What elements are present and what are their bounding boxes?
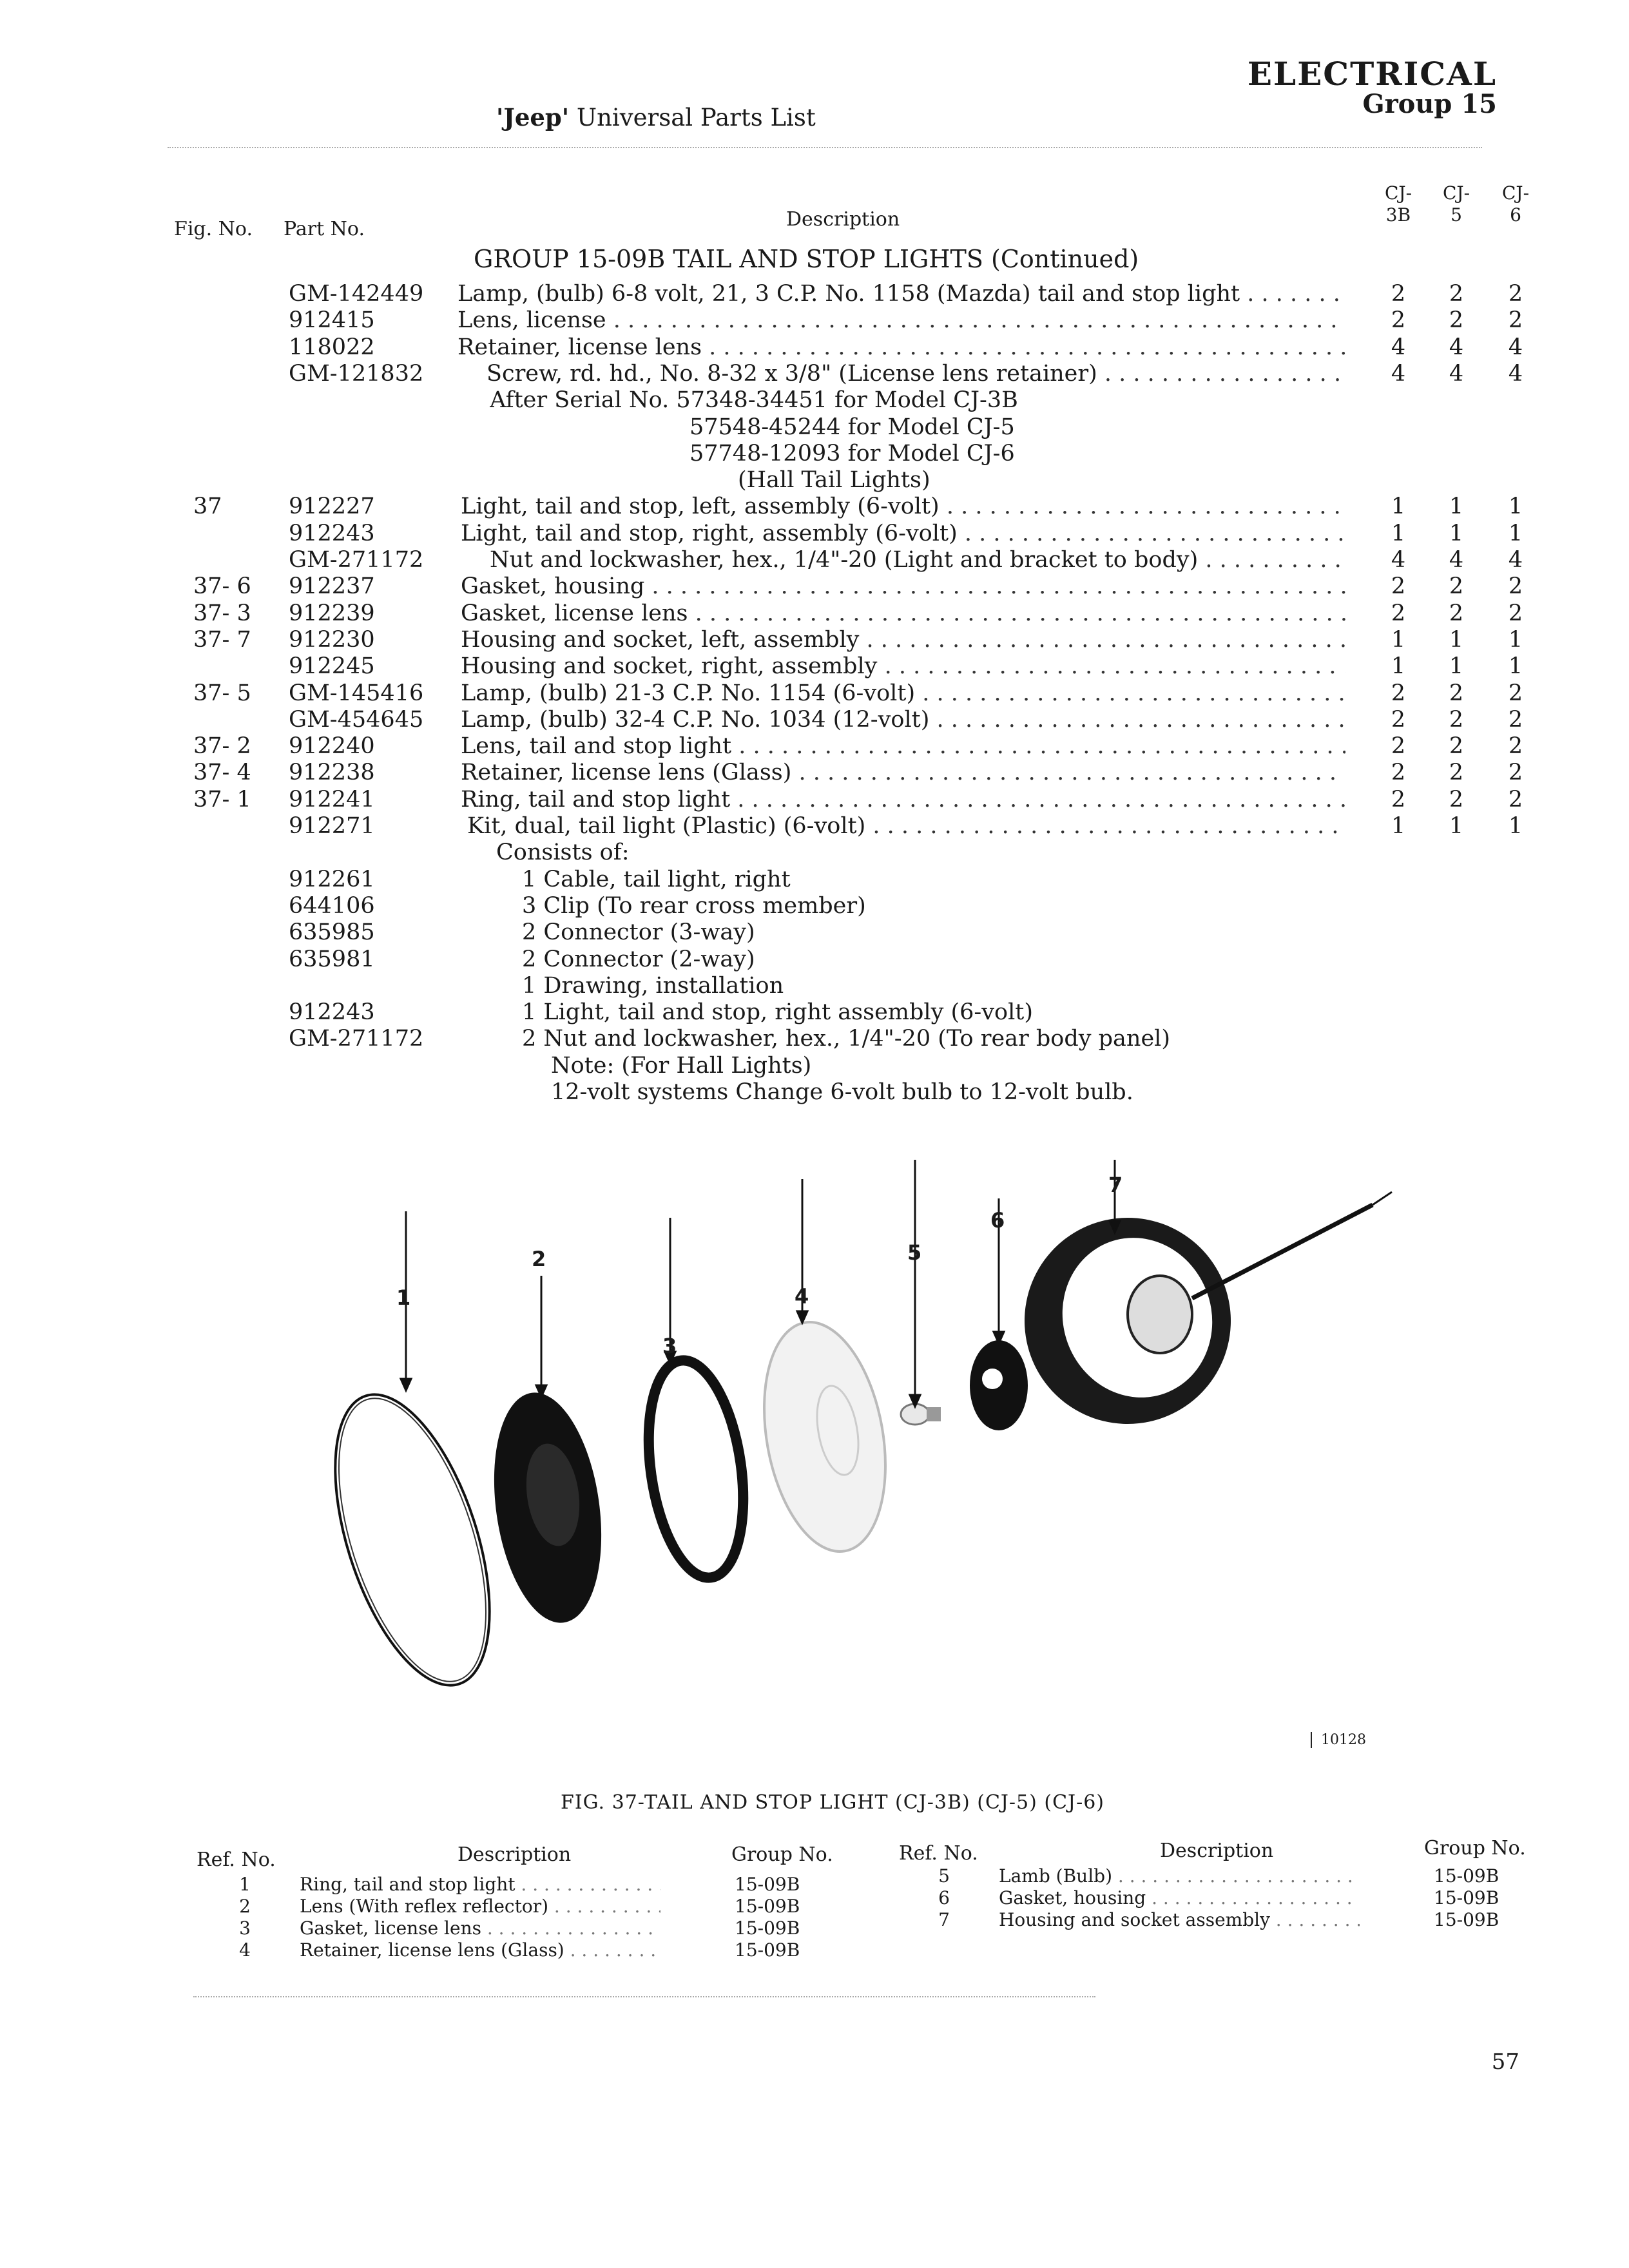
part-description: After Serial No. 57348-34451 for Model CJ-3B xyxy=(490,387,1018,414)
table-row xyxy=(0,760,1629,786)
qty-cj5: 2 xyxy=(1449,680,1464,706)
qty-cj6: 2 xyxy=(1508,600,1523,626)
qty-cj5: 1 xyxy=(1449,494,1464,520)
table-row xyxy=(0,653,1629,680)
reference-row xyxy=(193,1874,838,1896)
cj6-header-a: CJ- xyxy=(1501,182,1530,204)
table-row xyxy=(0,733,1629,760)
qty-cj6: 1 xyxy=(1508,653,1523,680)
ref-group-header-left: Group No. xyxy=(731,1843,833,1866)
qty-cj3b: 2 xyxy=(1391,733,1406,760)
part-description: Gasket, license lens . . . xyxy=(461,601,1345,627)
part-description: Light, tail and stop, right, assembly (6-volt) . . . xyxy=(461,521,1345,547)
part-number: GM-121832 xyxy=(289,360,424,387)
table-row xyxy=(0,361,1629,387)
exploded-view-illustration xyxy=(322,1160,1418,1772)
callout-1: 1 xyxy=(396,1285,411,1310)
ref-group-number: 15-09B xyxy=(1434,1887,1499,1908)
qty-cj3b: 2 xyxy=(1391,600,1406,626)
cj5-header-a: CJ- xyxy=(1442,182,1470,204)
part-description: (Hall Tail Lights) xyxy=(738,467,930,494)
ref-number: 3 xyxy=(239,1917,251,1939)
table-row xyxy=(0,387,1629,414)
table-row xyxy=(0,573,1629,600)
fig-number: 37- 4 xyxy=(193,760,251,786)
ref-group-number: 15-09B xyxy=(735,1874,800,1895)
qty-cj3b: 2 xyxy=(1391,573,1406,600)
qty-cj3b: 1 xyxy=(1391,653,1406,680)
lead-wire-end xyxy=(1373,1192,1392,1205)
socket xyxy=(1128,1276,1192,1353)
ref-group-header-right: Group No. xyxy=(1424,1837,1526,1860)
qty-cj5: 2 xyxy=(1449,733,1464,760)
ref-group-number: 15-09B xyxy=(735,1896,800,1917)
footer-rule xyxy=(193,1996,1095,1997)
part-description: Ring, tail and stop light . . . xyxy=(461,787,1345,813)
table-row xyxy=(0,601,1629,627)
ref-desc-header-left: Description xyxy=(458,1843,572,1866)
table-row xyxy=(0,627,1629,653)
cj5-header-b: 5 xyxy=(1451,204,1462,226)
table-row xyxy=(0,1079,1629,1106)
fig-number: 37- 7 xyxy=(193,626,251,653)
part-number: 118022 xyxy=(289,334,375,360)
callout-2: 2 xyxy=(532,1247,546,1271)
table-row xyxy=(0,441,1629,467)
part-description: 1 Drawing, installation xyxy=(522,972,784,999)
ring-part-inner xyxy=(322,1381,516,1699)
lead-wire xyxy=(1192,1205,1373,1298)
figure-number: 10128 xyxy=(1311,1732,1366,1748)
ref-number: 4 xyxy=(239,1939,251,1961)
brand-name: 'Jeep' xyxy=(496,103,570,131)
part-number: 912271 xyxy=(289,813,375,839)
part-description: 1 Cable, tail light, right xyxy=(522,866,791,892)
qty-cj6: 4 xyxy=(1508,547,1523,573)
table-row xyxy=(0,281,1629,307)
table-row xyxy=(0,414,1629,441)
ref-description: Retainer, license lens (Glass) . . . xyxy=(300,1939,660,1961)
group-heading: GROUP 15-09B TAIL AND STOP LIGHTS (Continued) xyxy=(474,245,1139,273)
ring-part xyxy=(322,1376,521,1704)
qty-cj6: 4 xyxy=(1508,360,1523,387)
qty-cj6: 1 xyxy=(1508,626,1523,653)
qty-cj3b: 1 xyxy=(1391,520,1406,546)
cj3b-header xyxy=(1373,182,1424,226)
table-row xyxy=(0,813,1629,840)
table-row xyxy=(0,494,1629,520)
part-description: Note: (For Hall Lights) xyxy=(551,1052,812,1079)
table-row xyxy=(0,521,1629,547)
qty-cj5: 4 xyxy=(1449,334,1464,360)
qty-cj3b: 2 xyxy=(1391,307,1406,334)
part-description: Kit, dual, tail light (Plastic) (6-volt) . . . xyxy=(467,813,1345,840)
part-no-header: Part No. xyxy=(284,218,365,240)
qty-cj3b: 4 xyxy=(1391,547,1406,573)
part-number: 912230 xyxy=(289,626,375,653)
ref-number: 5 xyxy=(938,1865,950,1887)
part-description: Lens, tail and stop light . . . xyxy=(461,733,1345,760)
qty-cj6: 2 xyxy=(1508,760,1523,786)
part-number: 912243 xyxy=(289,999,375,1026)
table-row xyxy=(0,707,1629,733)
qty-cj6: 2 xyxy=(1508,281,1523,307)
qty-cj5: 2 xyxy=(1449,307,1464,334)
ref-description: Housing and socket assembly . . . xyxy=(999,1909,1360,1930)
part-number: 912227 xyxy=(289,494,375,520)
part-number: GM-142449 xyxy=(289,281,424,307)
qty-cj6: 1 xyxy=(1508,520,1523,546)
fig-number: 37- 1 xyxy=(193,786,251,812)
part-description: Lamp, (bulb) 6-8 volt, 21, 3 C.P. No. 1158 (Mazda) tail and stop light . . . xyxy=(458,281,1345,307)
part-description: Consists of: xyxy=(496,840,630,866)
part-description: Lamp, (bulb) 32-4 C.P. No. 1034 (12-volt) . . . xyxy=(461,707,1345,733)
cj3b-header-a: CJ- xyxy=(1384,182,1412,204)
callout-5: 5 xyxy=(907,1240,922,1265)
qty-cj3b: 1 xyxy=(1391,626,1406,653)
part-number: 912243 xyxy=(289,520,375,546)
table-row xyxy=(0,919,1629,946)
part-description: 2 Connector (2-way) xyxy=(522,946,755,972)
part-description: Screw, rd. hd., No. 8-32 x 3/8" (License lens retainer) . . . xyxy=(487,361,1345,387)
part-number: 912239 xyxy=(289,600,375,626)
fig-number: 37- 3 xyxy=(193,600,251,626)
part-description: 2 Nut and lockwasher, hex., 1/4"-20 (To rear body panel) xyxy=(522,1026,1171,1052)
qty-cj6: 2 xyxy=(1508,733,1523,760)
part-description: Housing and socket, right, assembly . . . xyxy=(461,653,1345,680)
qty-cj5: 1 xyxy=(1449,813,1464,839)
callout-6: 6 xyxy=(990,1208,1005,1233)
qty-cj6: 2 xyxy=(1508,680,1523,706)
page-number: 57 xyxy=(1491,2049,1519,2075)
cj3b-header-b: 3B xyxy=(1385,204,1411,226)
ref-desc-header-right: Description xyxy=(1160,1840,1274,1862)
part-description: Retainer, license lens (Glass) . . . xyxy=(461,760,1345,786)
part-description: 57548-45244 for Model CJ-5 xyxy=(689,414,1015,440)
part-description: Lamp, (bulb) 21-3 C.P. No. 1154 (6-volt) . . . xyxy=(461,680,1345,707)
part-number: 912238 xyxy=(289,760,375,786)
table-row xyxy=(0,467,1629,494)
part-number: 912241 xyxy=(289,786,375,812)
qty-cj6: 4 xyxy=(1508,334,1523,360)
part-number: 635985 xyxy=(289,919,375,946)
ref-number: 6 xyxy=(938,1887,950,1908)
qty-cj3b: 2 xyxy=(1391,786,1406,812)
description-header: Description xyxy=(786,208,900,231)
reference-row xyxy=(892,1887,1537,1909)
header-rule xyxy=(168,147,1482,148)
table-row xyxy=(0,547,1629,573)
qty-cj5: 2 xyxy=(1449,760,1464,786)
qty-cj6: 2 xyxy=(1508,706,1523,733)
qty-cj5: 2 xyxy=(1449,573,1464,600)
cj5-header xyxy=(1431,182,1482,226)
qty-cj3b: 4 xyxy=(1391,334,1406,360)
qty-cj6: 2 xyxy=(1508,573,1523,600)
qty-cj6: 2 xyxy=(1508,307,1523,334)
bulb-base xyxy=(927,1407,941,1421)
part-number: GM-271172 xyxy=(289,547,424,573)
qty-cj6: 1 xyxy=(1508,494,1523,520)
fig-number: 37 xyxy=(193,494,222,520)
table-row xyxy=(0,334,1629,361)
part-number: 912240 xyxy=(289,733,375,760)
part-number: 912415 xyxy=(289,307,375,334)
qty-cj3b: 2 xyxy=(1391,706,1406,733)
part-description: Gasket, housing . . . xyxy=(461,573,1345,600)
qty-cj5: 2 xyxy=(1449,600,1464,626)
housing-gasket-hole xyxy=(982,1369,1003,1389)
qty-cj6: 1 xyxy=(1508,813,1523,839)
fig-no-header: Fig. No. xyxy=(174,218,253,240)
qty-cj6: 2 xyxy=(1508,786,1523,812)
part-number: 635981 xyxy=(289,946,375,972)
license-gasket-part xyxy=(636,1354,756,1584)
qty-cj3b: 2 xyxy=(1391,281,1406,307)
ref-group-number: 15-09B xyxy=(735,1917,800,1939)
ref-no-header-left: Ref. No. xyxy=(197,1849,276,1871)
table-row xyxy=(0,947,1629,973)
qty-cj3b: 4 xyxy=(1391,360,1406,387)
document-title xyxy=(496,103,816,131)
table-row xyxy=(0,307,1629,334)
ref-no-header-right: Ref. No. xyxy=(899,1842,978,1865)
ref-group-number: 15-09B xyxy=(1434,1909,1499,1930)
ref-description: Lamb (Bulb) . . . xyxy=(999,1865,1360,1887)
part-number: 912261 xyxy=(289,866,375,892)
ref-description: Gasket, housing . . . xyxy=(999,1887,1360,1908)
part-description: 2 Connector (3-way) xyxy=(522,919,755,946)
fig-number: 37- 2 xyxy=(193,733,251,760)
part-description: Retainer, license lens . . . xyxy=(458,334,1345,361)
qty-cj5: 4 xyxy=(1449,360,1464,387)
fig-number: 37- 6 xyxy=(193,573,251,600)
qty-cj3b: 2 xyxy=(1391,760,1406,786)
part-number: GM-271172 xyxy=(289,1026,424,1052)
table-row xyxy=(0,840,1629,866)
part-number: 912245 xyxy=(289,653,375,680)
table-row xyxy=(0,680,1629,707)
qty-cj3b: 1 xyxy=(1391,813,1406,839)
figure-caption: FIG. 37-TAIL AND STOP LIGHT (CJ-3B) (CJ-5) (CJ-6) xyxy=(561,1791,1104,1814)
part-description: 3 Clip (To rear cross member) xyxy=(522,892,866,919)
ref-description: Gasket, license lens . . . xyxy=(300,1917,660,1939)
qty-cj5: 2 xyxy=(1449,786,1464,812)
table-row xyxy=(0,1026,1629,1052)
reference-row xyxy=(193,1917,838,1939)
part-number: 644106 xyxy=(289,892,375,919)
callout-3: 3 xyxy=(662,1334,677,1358)
table-row xyxy=(0,893,1629,919)
table-row xyxy=(0,973,1629,999)
part-description: 1 Light, tail and stop, right assembly (6-volt) xyxy=(522,999,1033,1026)
qty-cj3b: 1 xyxy=(1391,494,1406,520)
reference-row xyxy=(892,1909,1537,1931)
qty-cj5: 1 xyxy=(1449,626,1464,653)
part-description: Housing and socket, left, assembly . . . xyxy=(461,627,1345,653)
ref-group-number: 15-09B xyxy=(1434,1865,1499,1887)
qty-cj3b: 2 xyxy=(1391,680,1406,706)
retainer-glass-part xyxy=(747,1312,902,1561)
part-description: Light, tail and stop, left, assembly (6-volt) . . . xyxy=(461,494,1345,520)
qty-cj5: 1 xyxy=(1449,653,1464,680)
part-description: Nut and lockwasher, hex., 1/4"-20 (Light and bracket to body) . . . xyxy=(490,547,1345,573)
ref-group-number: 15-09B xyxy=(735,1939,800,1961)
section-title: ELECTRICAL xyxy=(1247,55,1497,93)
part-description: 57748-12093 for Model CJ-6 xyxy=(689,440,1015,466)
ref-description: Lens (With reflex reflector) . . . xyxy=(300,1896,660,1917)
reference-row xyxy=(892,1865,1537,1887)
fig-number: 37- 5 xyxy=(193,680,251,706)
qty-cj5: 1 xyxy=(1449,520,1464,546)
part-description: 12-volt systems Change 6-volt bulb to 12-volt bulb. xyxy=(551,1079,1133,1105)
title-rest: Universal Parts List xyxy=(569,104,816,131)
table-row xyxy=(0,1053,1629,1079)
table-row xyxy=(0,787,1629,813)
reference-row xyxy=(193,1896,838,1917)
cj6-header xyxy=(1490,182,1541,226)
part-number: GM-145416 xyxy=(289,680,424,706)
ref-number: 1 xyxy=(239,1874,251,1895)
ref-number: 7 xyxy=(938,1909,950,1930)
part-description: Lens, license . . . xyxy=(458,307,1345,334)
qty-cj5: 2 xyxy=(1449,281,1464,307)
table-row xyxy=(0,867,1629,893)
reference-row xyxy=(193,1939,838,1961)
group-label: Group 15 xyxy=(1362,89,1497,119)
callout-4: 4 xyxy=(795,1284,809,1309)
part-number: 912237 xyxy=(289,573,375,600)
ref-description: Ring, tail and stop light . . . xyxy=(300,1874,660,1895)
qty-cj5: 4 xyxy=(1449,547,1464,573)
table-row xyxy=(0,999,1629,1026)
part-number: GM-454645 xyxy=(289,706,424,733)
ref-number: 2 xyxy=(239,1896,251,1917)
qty-cj5: 2 xyxy=(1449,706,1464,733)
cj6-header-b: 6 xyxy=(1510,204,1521,226)
callout-7: 7 xyxy=(1108,1173,1123,1197)
